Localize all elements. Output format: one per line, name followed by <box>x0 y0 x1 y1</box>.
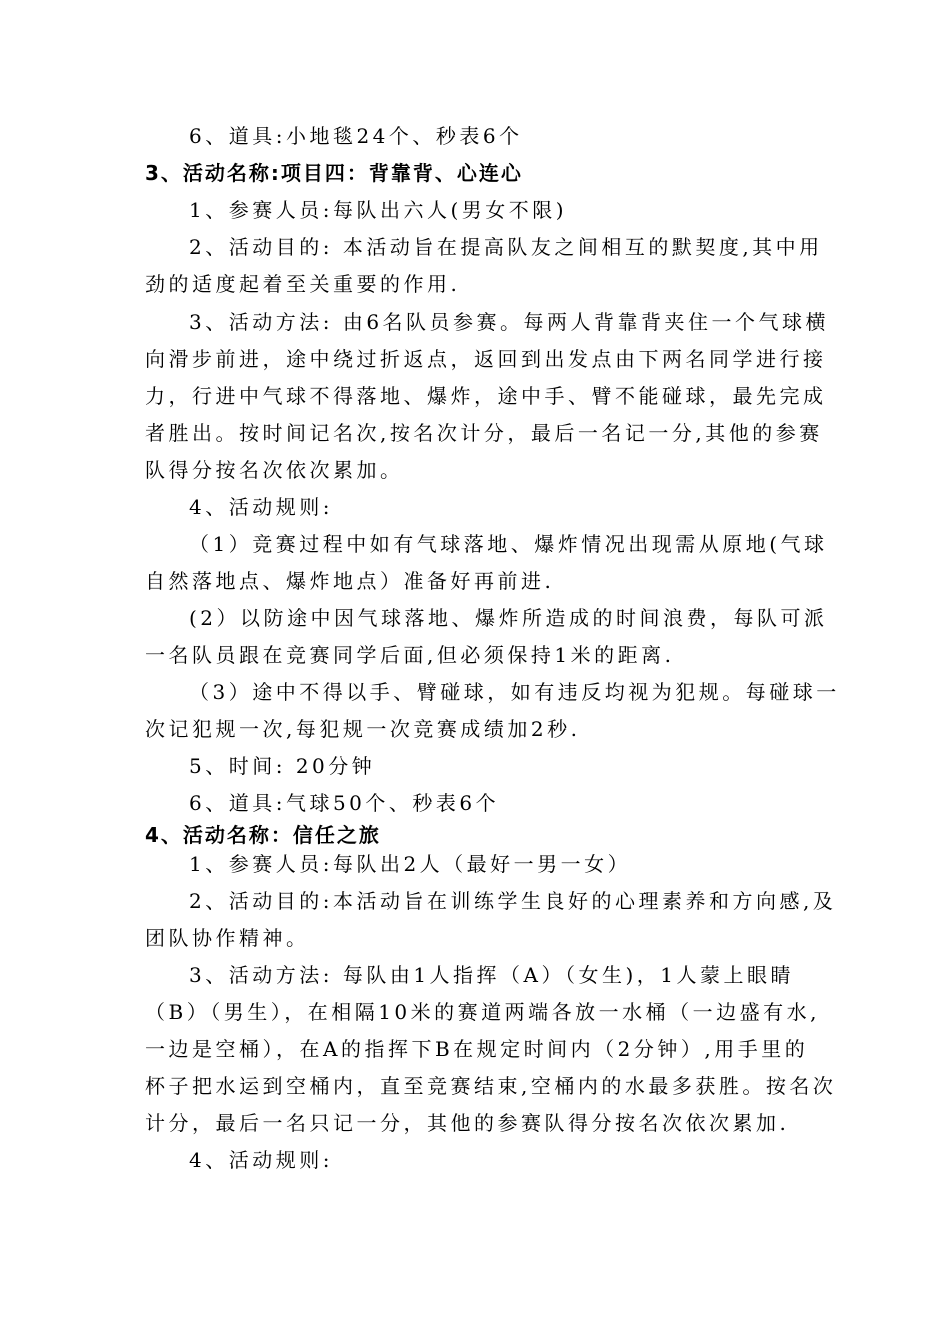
rule-3: （3）途中不得以手、臂碰球，如有违反均视为犯规。每碰球一 <box>189 680 840 704</box>
item-purpose: 2、活动目的: 本活动旨在提高队友之间相互的默契度,其中用 <box>189 235 823 259</box>
item-method-4-cont: 一边是空桶），在A的指挥下B在规定时间内（2分钟）,用手里的 <box>145 1037 809 1061</box>
item-purpose-cont: 劲的适度起着至关重要的作用. <box>145 272 461 296</box>
rule-3-cont: 次记犯规一次,每犯规一次竞赛成绩加2秒. <box>145 717 581 741</box>
item-method-4: 3、活动方法: 每队由1人指挥（A）（女生)，1人蒙上眼睛 <box>189 963 795 987</box>
rule-1-cont: 自然落地点、爆炸地点）准备好再前进. <box>145 569 555 593</box>
item-method-4-cont: 杯子把水运到空桶内，直至竞赛结束,空桶内的水最多获胜。按名次 <box>145 1074 837 1098</box>
item-rules-4: 4、活动规则: <box>189 1148 333 1172</box>
rule-1: （1）竞赛过程中如有气球落地、爆炸情况出现需从原地(气球 <box>189 532 828 556</box>
item-props: 6、道具:气球50个、秒表6个 <box>189 791 500 815</box>
item-method-cont: 者胜出。按时间记名次,按名次计分，最后一名记一分,其他的参赛 <box>145 421 823 445</box>
rule-2: (2）以防途中因气球落地、爆炸所造成的时间浪费，每队可派 <box>189 606 828 630</box>
item-participants-4: 1、参赛人员:每队出2人（最好一男一女） <box>189 852 632 876</box>
rule-2-cont: 一名队员跟在竞赛同学后面,但必须保持1米的距离. <box>145 643 675 667</box>
item-purpose-4: 2、活动目的:本活动旨在训练学生良好的心理素养和方向感,及 <box>189 889 837 913</box>
item-method-4-cont: （B）（男生），在相隔10米的赛道两端各放一水桶（一边盛有水, <box>145 1000 821 1024</box>
section-heading-4: 4、活动名称：信任之旅 <box>145 823 381 847</box>
item-method: 3、活动方法: 由6名队员参赛。每两人背靠背夹住一个气球横 <box>189 310 830 334</box>
item-method-cont: 向滑步前进，途中绕过折返点，返回到出发点由下两名同学进行接 <box>145 347 827 371</box>
item-method-4-cont: 计分，最后一名只记一分，其他的参赛队得分按名次依次累加. <box>145 1111 790 1135</box>
item-props-project3: 6、道具:小地毯24个、秒表6个 <box>189 124 523 148</box>
item-method-cont: 队得分按名次依次累加。 <box>145 458 404 482</box>
section-heading-3: 3、活动名称:项目四：背靠背、心连心 <box>145 161 523 185</box>
item-purpose-4-cont: 团队协作精神。 <box>145 926 310 950</box>
item-rules: 4、活动规则: <box>189 495 333 519</box>
item-participants: 1、参赛人员:每队出六人(男女不限) <box>189 198 568 222</box>
item-time: 5、时间: 20分钟 <box>189 754 376 778</box>
item-method-cont: 力，行进中气球不得落地、爆炸，途中手、臂不能碰球，最先完成 <box>145 384 827 408</box>
